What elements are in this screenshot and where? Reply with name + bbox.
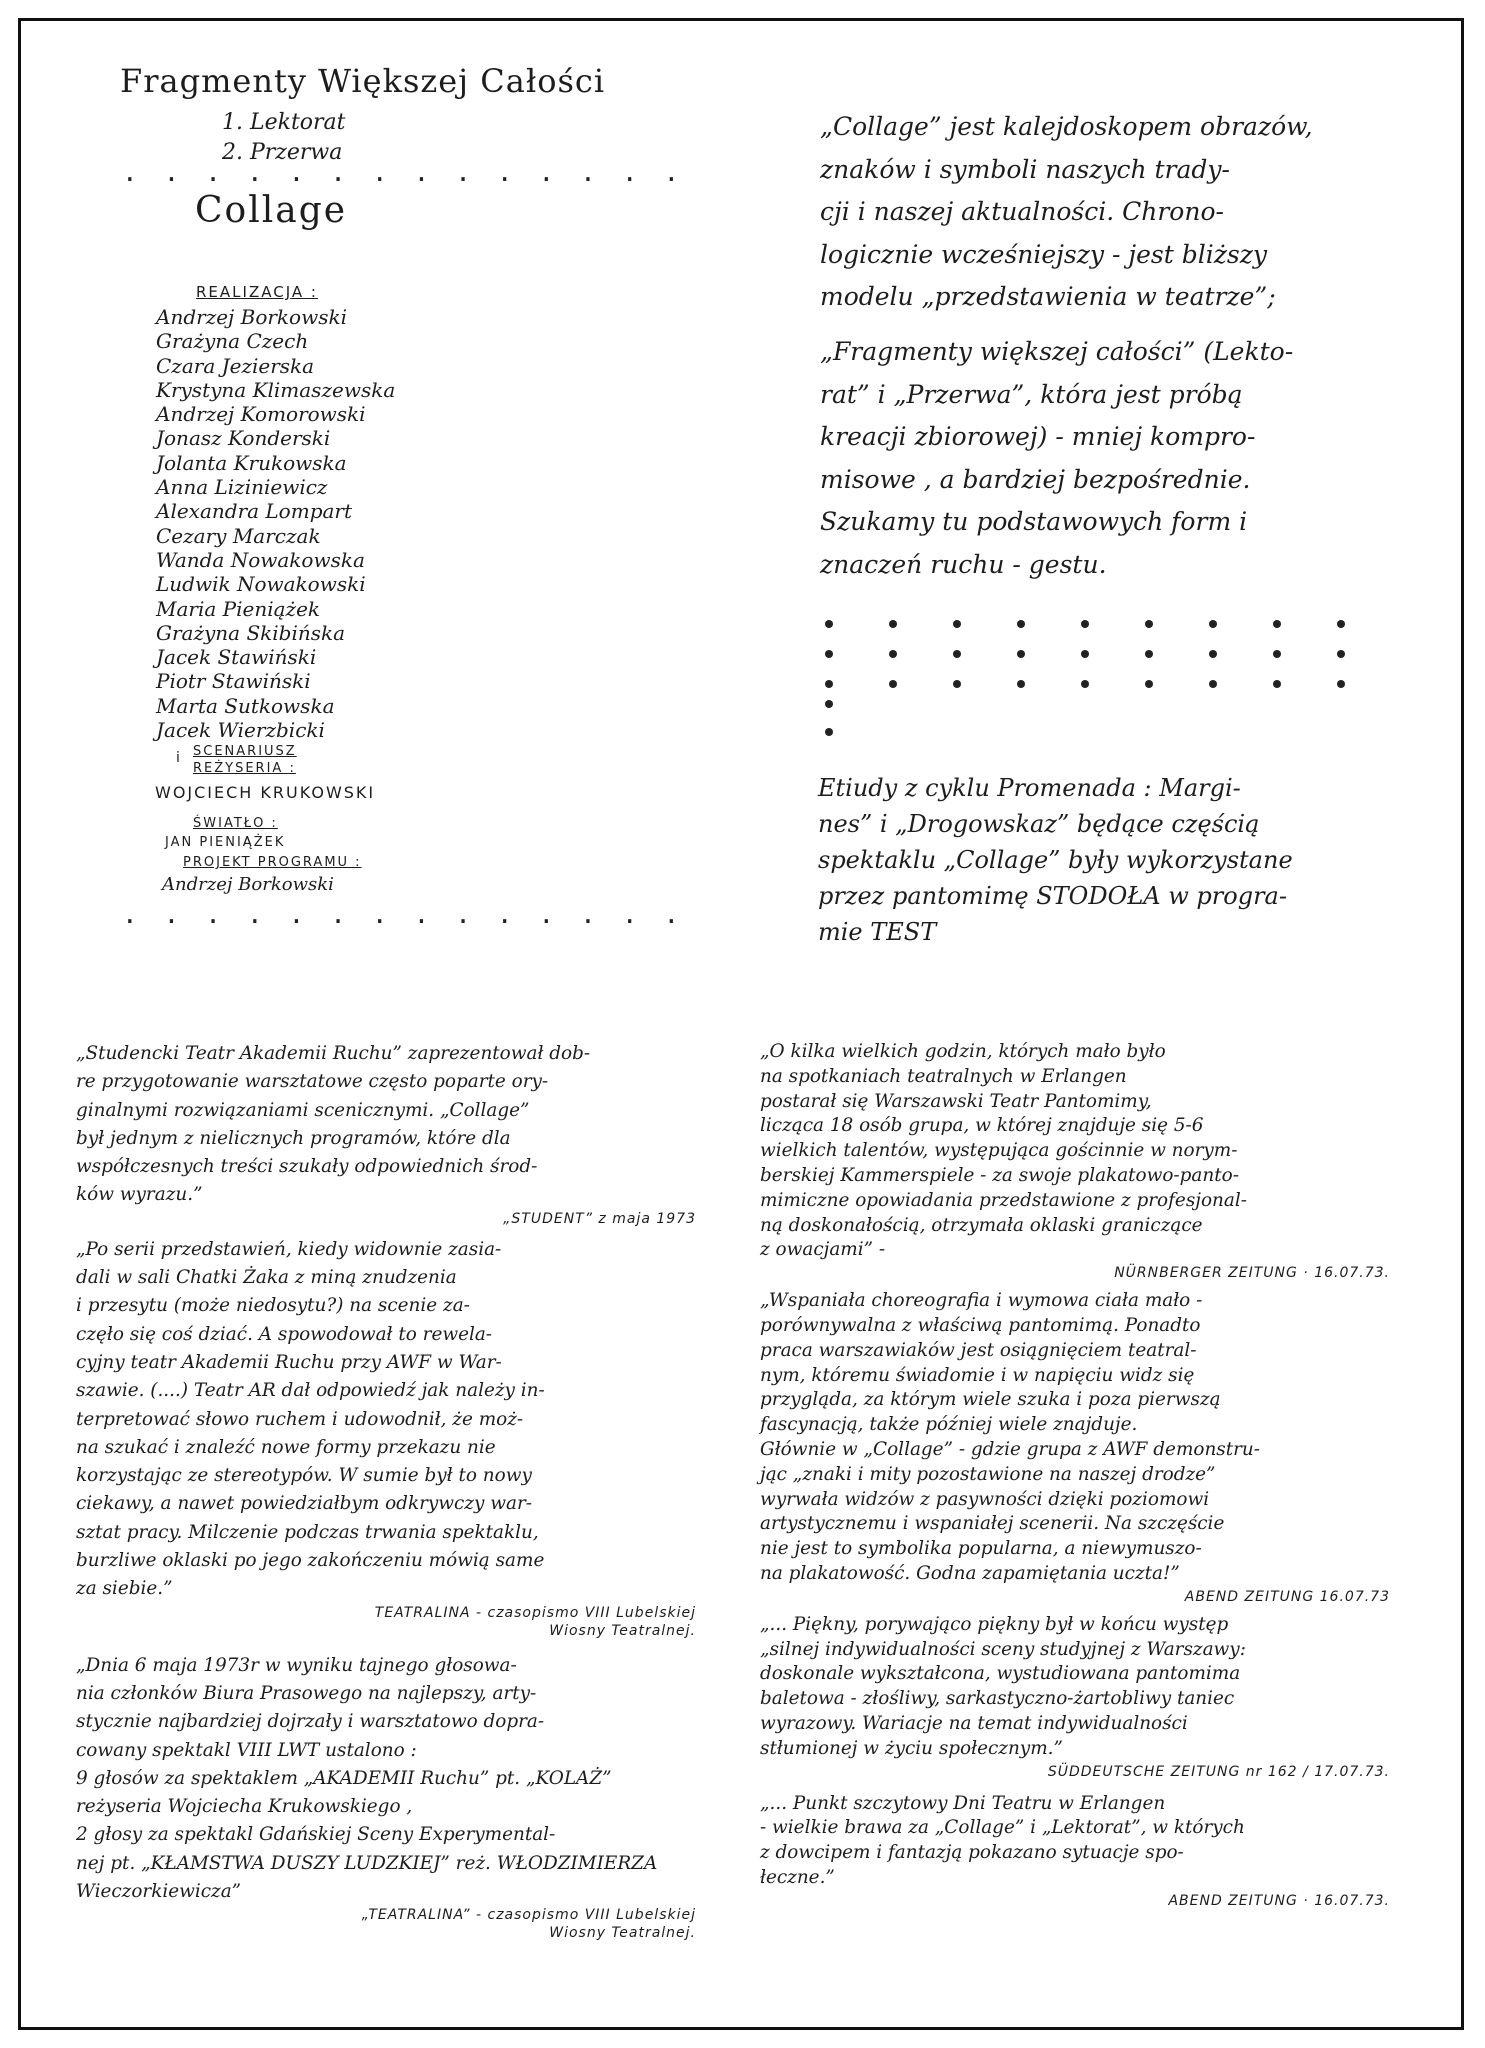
review-line: na plakatowość. Godna zapamiętania uczta!” [760, 1562, 1180, 1584]
cast-member: Alexandra Lompart [156, 499, 353, 524]
cast-member: Wanda Nowakowska [156, 547, 365, 572]
review-line: - wielkie brawa za „Collage” i „Lektorat”, w których [760, 1817, 1245, 1839]
review-line: ginalnymi rozwiązaniami scenicznymi. „Collage” [76, 1099, 530, 1121]
cast-member: Maria Pieniążek [156, 596, 321, 621]
intro-line: „Collage” jest kalejdoskopem obrazów, [820, 112, 1313, 141]
etiudy-line: nes” i „Drogowskaz” będące częścią [818, 810, 1260, 838]
realizacja-label: REALIZACJA : [196, 283, 318, 301]
intro-line: logicznie wcześniejszy - jest bliższy [820, 239, 1268, 269]
review-source: TEATRALINA - czasopismo VIII Lubelskiej Wiosny Teatralnej. [374, 1604, 696, 1639]
review-line: był jednym z nielicznych programów, które dla [76, 1127, 511, 1149]
review-line: „Wspaniała choreografia i wymowa ciała mało - [760, 1290, 1203, 1312]
review-line: baletowa - złośliwy, sarkastyczno-żartobliwy taniec [760, 1688, 1235, 1710]
scen-name: WOJCIECH KRUKOWSKI [155, 783, 376, 802]
review-source: „STUDENT” z maja 1973 [503, 1210, 696, 1227]
review-line: „... Punkt szczytowy Dni Teatru w Erlangen [760, 1792, 1166, 1814]
review-line: stycznie najbardziej dojrzały i warsztatowo dopra- [76, 1711, 545, 1733]
review-line: za siebie.” [76, 1578, 173, 1600]
review-quote [76, 1236, 716, 1640]
review-line: „... Piękny, porywająco piękny był w końcu występ [760, 1613, 1229, 1635]
review-quote [760, 1040, 1420, 1283]
review-line: berskiej Kammerspiele - za swoje plakatowo-panto- [760, 1164, 1239, 1186]
review-line: cowany spektakl VIII LWT ustalono : [76, 1739, 417, 1761]
cast-member: Andrzej Borkowski [156, 305, 347, 329]
review-line: szawie. (....) Teatr AR dał odpowiedź jak należy in- [76, 1380, 545, 1402]
light-name: JAN PIENIĄŻEK [165, 835, 286, 850]
review-line: na spotkaniach teatralnych w Erlangen [760, 1065, 1127, 1087]
intro-line: rat” i „Przerwa”, która jest próbą [820, 379, 1243, 409]
cast-member: Jacek Wierzbicki [156, 718, 325, 743]
scen-label-1: SCENARIUSZ [193, 744, 297, 759]
review-line: sztat pracy. Milczenie podczas trwania spektaklu, [76, 1521, 539, 1543]
review-line: mimiczne opowiadania przedstawione z profesjonal- [760, 1189, 1247, 1211]
etiudy-line: Etiudy z cyklu Promenada : Margi- [818, 774, 1241, 802]
review-line: dali w sali Chatki Żaka z miną znudzenia [76, 1267, 457, 1289]
etiudy-line: mie TEST [818, 918, 937, 946]
review-quote [760, 1289, 1420, 1607]
review-line: 2 głosy za spektakl Gdańskiej Sceny Experymental- [76, 1824, 556, 1846]
review-line: re przygotowanie warsztatowe często poparte ory- [76, 1071, 549, 1093]
review-line: stłumionej w życiu społecznym.” [760, 1737, 1063, 1759]
review-line: Wieczorkiewicza” [76, 1881, 242, 1903]
intro-line: znaczeń ruchu - gestu. [820, 549, 1107, 579]
dot-divider-top: .............. [122, 158, 706, 188]
cast-member: Jonasz Konderski [156, 426, 331, 451]
intro-line: Szukamy tu podstawowych form i [820, 507, 1248, 537]
review-line: burzliwe oklaski po jego zakończeniu mówią same [76, 1550, 545, 1572]
review-line: fascynacją, także później wiele znajduje. [760, 1414, 1138, 1436]
review-line: 9 głosów za spektaklem „AKADEMII Ruchu” pt. „KOLAŻ” [76, 1767, 612, 1789]
review-quote [760, 1792, 1420, 1911]
review-line: ciekawy, a nawet powiedziałbym odkrywczy war- [76, 1493, 532, 1515]
scen-label-2: REŻYSERIA : [193, 761, 296, 776]
review-line: postarał się Warszawski Teatr Pantomimy, [760, 1090, 1152, 1112]
review-line: doskonale wykształcona, wystudiowana pantomima [760, 1663, 1241, 1685]
dot-divider-bottom: .............. [122, 900, 706, 930]
show-title: Collage [195, 190, 348, 231]
subtitle-item-1: 1. Lektorat [222, 110, 346, 135]
review-line: cyjny teatr Akademii Ruchu przy AWF w War- [76, 1351, 502, 1373]
intro-paragraph [820, 106, 1313, 587]
review-line: nym, któremu świadomie i w napięciu widz się [760, 1364, 1195, 1386]
intro-line: modelu „przedstawienia w teatrze”; [820, 282, 1276, 312]
etiudy-paragraph [818, 770, 1293, 950]
review-line: porównywalna z właściwą pantomimą. Ponadto [760, 1314, 1201, 1336]
cast-member: Grażyna Czech [156, 329, 309, 354]
cast-member: Ludwik Nowakowski [156, 572, 366, 597]
review-line: „silnej indywidualności sceny studyjnej z Warszawy: [760, 1638, 1246, 1660]
review-line: reżyseria Wojciecha Krukowskiego , [76, 1796, 413, 1818]
review-source: ABEND ZEITUNG 16.07.73 [1184, 1588, 1390, 1605]
program-name: Andrzej Borkowski [162, 874, 334, 895]
subtitle-item-2: 2. Przerwa [222, 140, 343, 165]
cast-member: Jolanta Krukowska [156, 450, 347, 475]
right-reviews-column [760, 1040, 1420, 1911]
dot-column-2 [825, 728, 833, 736]
scen-prefix: i [176, 750, 182, 766]
review-line: nej pt. „KŁAMSTWA DUSZY LUDZKIEJ” reż. WŁODZIMIERZA [76, 1852, 658, 1874]
dot-grid-row-1 [825, 620, 1345, 628]
review-quote [76, 1040, 716, 1228]
review-line: z dowcipem i fantazją pokazano sytuacje spo- [760, 1842, 1184, 1864]
review-line: ną doskonałością, otrzymała oklaski graniczące [760, 1214, 1203, 1236]
review-line: „Dnia 6 maja 1973r w wyniku tajnego głosowa- [76, 1654, 517, 1676]
review-line: praca warszawiaków jest osiągnięciem teatral- [760, 1339, 1197, 1361]
title: Fragmenty Większej Całości [120, 62, 606, 100]
review-line: nia członków Biura Prasowego na najlepszy, arty- [76, 1682, 537, 1704]
intro-line: kreacji zbiorowej) - mniej kompro- [820, 422, 1256, 452]
cast-member: Anna Liziniewicz [156, 475, 328, 500]
cast-member: Jacek Stawiński [156, 645, 317, 670]
light-label: ŚWIATŁO : [193, 816, 278, 831]
review-line: wielkich talentów, występująca gościnnie w norym- [760, 1140, 1238, 1162]
intro-line: misowe , a bardziej bezpośrednie. [820, 464, 1251, 494]
review-quote [760, 1613, 1420, 1782]
etiudy-line: spektaklu „Collage” były wykorzystane [818, 846, 1293, 874]
review-line: licząca 18 osób grupa, w której znajduje się 5-6 [760, 1115, 1204, 1137]
review-line: „Po serii przedstawień, kiedy widownie zasia- [76, 1238, 502, 1260]
review-source: „TEATRALINA” - czasopismo VIII Lubelskiej Wiosny Teatralnej. [361, 1907, 696, 1942]
review-line: artystycznemu i wspaniałej scenerii. Na szczęście [760, 1513, 1225, 1535]
dot-grid-row-2 [825, 650, 1345, 658]
review-line: „Studencki Teatr Akademii Ruchu” zaprezentował dob- [76, 1043, 591, 1064]
review-line: nie jest to symbolika popularna, a niewymuszo- [760, 1538, 1202, 1560]
cast-member: Krystyna Klimaszewska [156, 377, 396, 402]
intro-line: cji i naszej aktualności. Chrono- [820, 197, 1224, 227]
program-label: PROJEKT PROGRAMU : [183, 855, 362, 870]
cast-member: Marta Sutkowska [156, 693, 335, 718]
intro-line: znaków i symboli naszych trady- [820, 154, 1230, 184]
review-line: łeczne.” [760, 1866, 835, 1888]
review-quote [76, 1652, 716, 1943]
review-line: wyrwała widzów z pasywności dzięki poziomowi [760, 1488, 1210, 1510]
review-source: ABEND ZEITUNG · 16.07.73. [1168, 1892, 1390, 1909]
intro-line: „Fragmenty większej całości” (Lekto- [820, 336, 1294, 366]
left-reviews-column [76, 1040, 716, 1942]
review-line: na szukać i znaleźć nowe formy przekazu nie [76, 1436, 496, 1458]
dot-grid-row-3 [825, 680, 1345, 688]
review-line: współczesnych treści szukały odpowiednich środ- [76, 1156, 538, 1178]
review-line: z owacjami” - [760, 1239, 886, 1261]
review-line: i przesytu (może niedosytu?) na scenie za- [76, 1295, 470, 1317]
etiudy-line: przez pantomimę STODOŁA w progra- [818, 882, 1287, 910]
dot-column-1 [825, 700, 833, 708]
review-line: terpretować słowo ruchem i udowodnił, że moż- [76, 1408, 524, 1430]
cast-member: Piotr Stawiński [156, 669, 311, 694]
review-source: SÜDDEUTSCHE ZEITUNG nr 162 / 17.07.73. [1047, 1763, 1390, 1780]
review-line: korzystając ze stereotypów. W sumie był to nowy [76, 1465, 532, 1487]
review-line: przygląda, za którym wiele szuka i poza pierwszą [760, 1389, 1221, 1411]
review-line: wyrazowy. Wariacje na temat indywidualności [760, 1712, 1188, 1734]
review-source: NÜRNBERGER ZEITUNG · 16.07.73. [1114, 1265, 1390, 1282]
cast-member: Cezary Marczak [156, 523, 321, 548]
review-line: „O kilka wielkich godzin, których mało było [760, 1041, 1166, 1062]
review-line: Głównie w „Collage” - gdzie grupa z AWF demonstru- [760, 1438, 1260, 1460]
cast-member: Czara Jezierska [156, 353, 315, 378]
cast-member: Andrzej Komorowski [156, 402, 366, 427]
cast-list [156, 305, 395, 742]
review-line: ków wyrazu.” [76, 1184, 203, 1206]
review-line: jąc „znaki i mity pozostawione na naszej drodze” [760, 1463, 1216, 1485]
cast-member: Grażyna Skibińska [156, 620, 346, 645]
review-line: częło się coś dziać. A spowodował to rewela- [76, 1323, 493, 1345]
